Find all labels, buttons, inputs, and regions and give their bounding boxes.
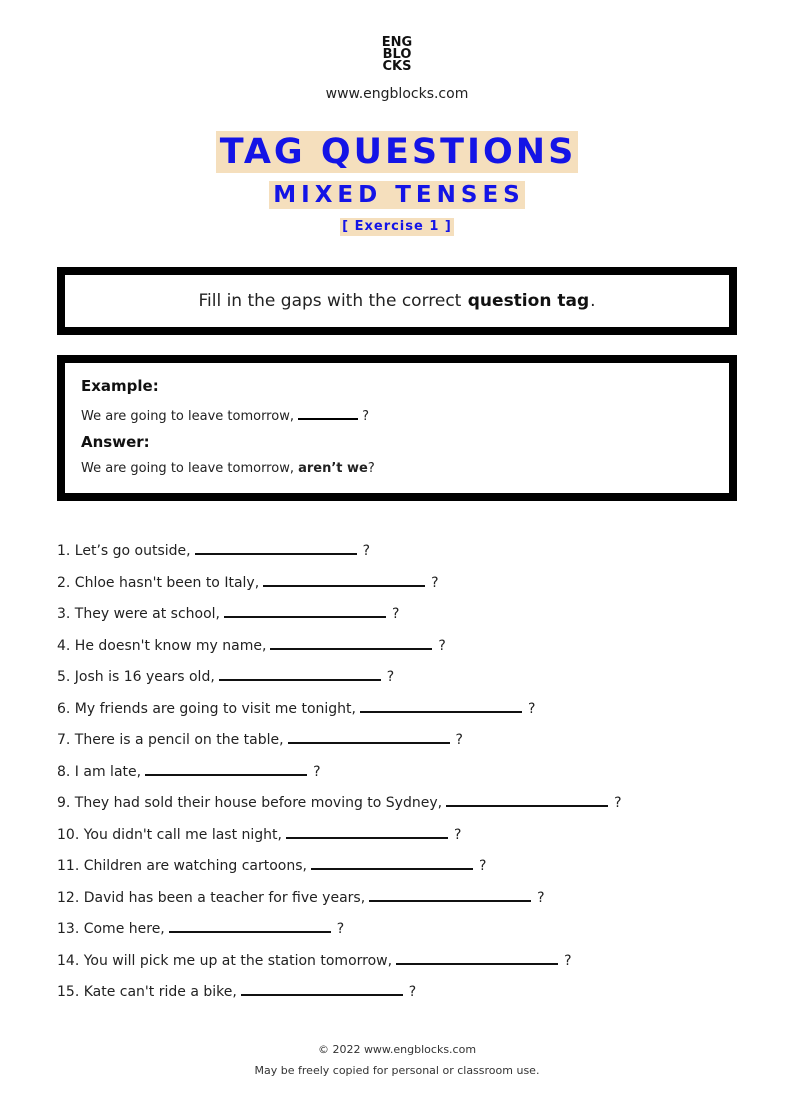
exercise-item-text: 9. They had sold their house before moving to Sydney, [57, 795, 443, 811]
exercise-item-text: 3. They were at school, [57, 606, 221, 622]
exercise-item [57, 728, 757, 760]
exercise-item-text: 15. Kate can't ride a bike, [57, 984, 237, 1000]
question-mark: ? [392, 606, 400, 622]
footer-copyright: © 2022 www.engblocks.com [317, 1043, 477, 1056]
footer-note: May be freely copied for personal or classroom use. [254, 1064, 540, 1077]
logo-line: BLO [382, 47, 412, 62]
answer-blank[interactable] [145, 760, 307, 776]
answer-blank[interactable] [195, 539, 357, 555]
question-mark: ? [478, 858, 487, 874]
answer-blank[interactable] [446, 791, 608, 807]
answer-blank[interactable] [241, 980, 403, 996]
question-mark: ? [313, 763, 321, 780]
exercise-label: [ Exercise 1 ] [342, 219, 452, 234]
question-mark: ? [614, 795, 622, 811]
exercise-item [57, 949, 757, 981]
exercise-item [57, 602, 757, 634]
question-mark: ? [438, 637, 446, 654]
logo-line: CKS [382, 59, 412, 74]
exercise-list [57, 539, 757, 1012]
answer-blank[interactable] [224, 602, 386, 618]
question-mark: ? [408, 984, 417, 1000]
question-mark: ? [336, 921, 345, 937]
answer-blank[interactable] [360, 697, 522, 713]
example-sentence: We are going to leave tomorrow, ? [81, 406, 369, 424]
exercise-item-text: 4. He doesn't know my name, [57, 637, 267, 654]
exercise-item-text: 1. Let’s go outside, [57, 543, 191, 559]
answer-blank[interactable] [270, 634, 432, 650]
question-mark: ? [527, 700, 536, 717]
example-heading: Example: [81, 377, 159, 395]
exercise-item [57, 571, 757, 603]
exercise-item-text: 5. Josh is 16 years old, [57, 669, 215, 685]
exercise-item [57, 539, 757, 571]
exercise-item [57, 697, 757, 729]
exercise-item [57, 760, 757, 792]
logo-line: ENG [381, 35, 413, 50]
exercise-item [57, 665, 757, 697]
exercise-item-text: 6. My friends are going to visit me tonight, [57, 700, 356, 717]
answer-blank[interactable] [288, 728, 450, 744]
answer-sentence: We are going to leave tomorrow, aren’t we? [81, 461, 375, 476]
exercise-item-text: 12. David has been a teacher for five years, [57, 889, 366, 906]
exercise-item [57, 980, 757, 1012]
question-mark: ? [564, 952, 572, 969]
example-box [57, 355, 737, 501]
question-mark: ? [455, 732, 463, 748]
exercise-item-text: 13. Come here, [57, 921, 165, 937]
exercise-item-text: 14. You will pick me up at the station tomorrow, [57, 952, 393, 969]
question-mark: ? [454, 826, 462, 843]
answer-blank[interactable] [263, 571, 425, 587]
answer-blank[interactable] [286, 823, 448, 839]
answer-blank[interactable] [396, 949, 558, 965]
exercise-item [57, 791, 757, 823]
answer-blank[interactable] [219, 665, 381, 681]
exercise-item-text: 8. I am late, [57, 763, 142, 780]
exercise-item-text: 7. There is a pencil on the table, [57, 732, 284, 748]
exercise-item [57, 917, 757, 949]
exercise-item [57, 634, 757, 666]
exercise-item-text: 11. Children are watching cartoons, [57, 858, 307, 874]
instruction-text: Fill in the gaps with the correct question tag. [198, 291, 596, 311]
exercise-item [57, 854, 757, 886]
exercise-item [57, 886, 757, 918]
engblocks-logo [0, 37, 794, 73]
question-mark: ? [431, 574, 439, 591]
question-mark: ? [386, 669, 395, 685]
page-title: TAG QUESTIONS [216, 131, 579, 173]
site-url[interactable]: www.engblocks.com [325, 86, 469, 102]
answer-blank[interactable] [311, 854, 473, 870]
exercise-item [57, 823, 757, 855]
answer-blank[interactable] [369, 886, 531, 902]
answer-heading: Answer: [81, 433, 150, 451]
instruction-box [57, 267, 737, 335]
page-subtitle: MIXED TENSES [269, 181, 524, 209]
question-mark: ? [362, 543, 371, 559]
answer-blank[interactable] [169, 917, 331, 933]
exercise-item-text: 2. Chloe hasn't been to Italy, [57, 574, 260, 591]
exercise-item-text: 10. You didn't call me last night, [57, 826, 282, 843]
question-mark: ? [537, 889, 545, 906]
